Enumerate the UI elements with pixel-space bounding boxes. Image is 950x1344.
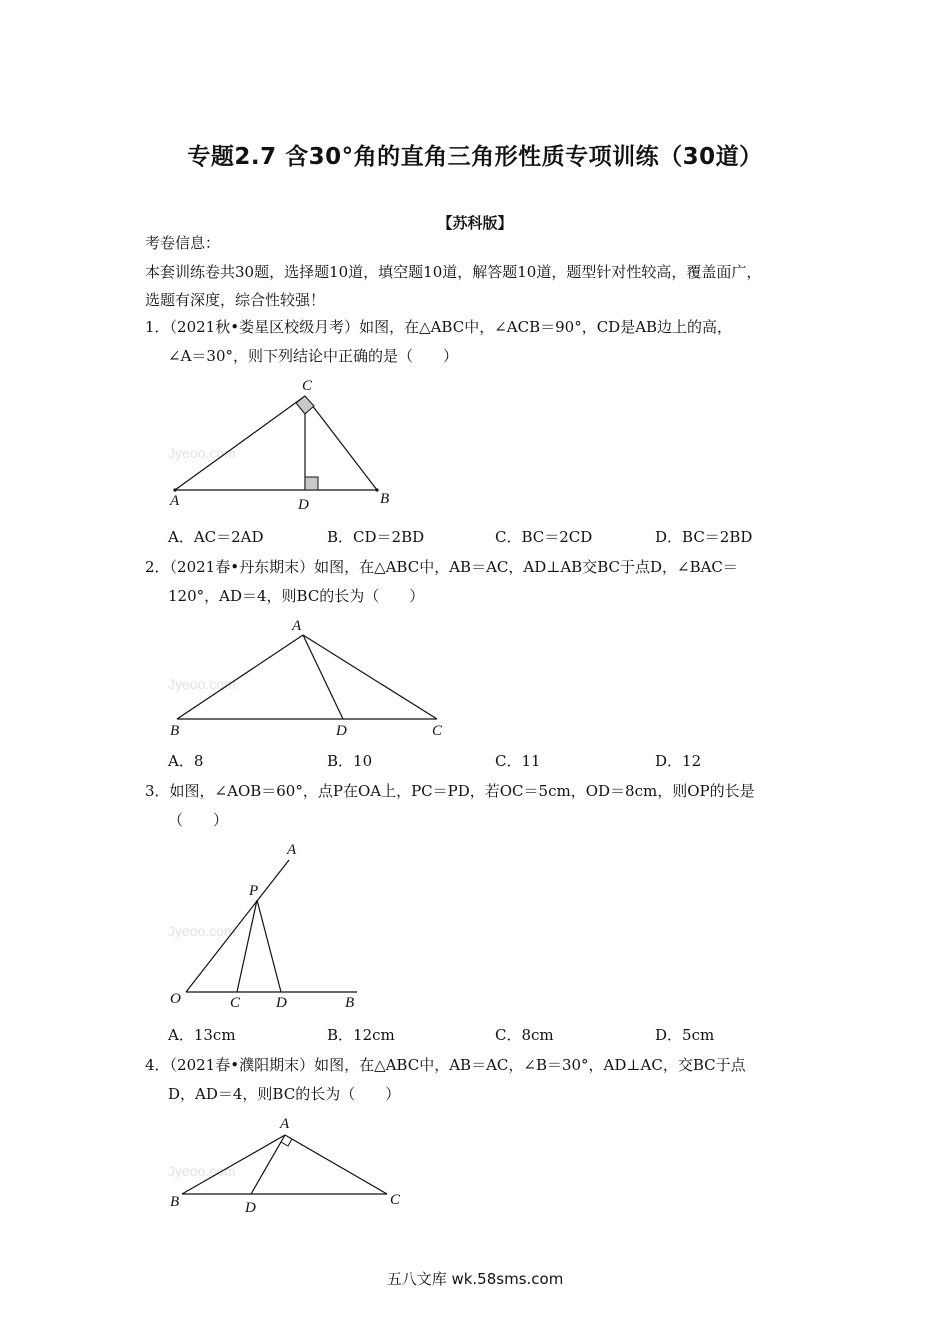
info-line-1: 本套训练卷共30题，选择题10道，填空题10道，解答题10道，题型针对性较高，覆盖面广，: [145, 263, 762, 281]
question-4-figure: [160, 1110, 420, 1220]
question-1-stem-line-2: ∠A＝30°，则下列结论中正确的是（ ）: [168, 347, 458, 365]
page-title: 专题2.7 含30°角的直角三角形性质专项训练（30道）: [187, 144, 763, 170]
question-3-stem-line-2: （ ）: [168, 811, 229, 829]
label-b: B: [170, 723, 180, 739]
question-3-figure: [160, 836, 380, 1016]
watermark: Jyeoo.com: [168, 923, 236, 939]
question-2-figure: [160, 613, 460, 741]
label-c: C: [302, 378, 313, 394]
info-heading: 考卷信息：: [145, 234, 221, 252]
label-a: A: [287, 842, 297, 858]
label-a: A: [170, 493, 180, 509]
label-c: C: [432, 723, 443, 739]
question-2-option-c[interactable]: C．11: [495, 752, 541, 770]
question-1-option-d[interactable]: D．BC＝2BD: [655, 528, 753, 546]
question-3-stem-line-1: 3．如图，∠AOB＝60°，点P在OA上，PC＝PD，若OC＝5cm，OD＝8cm，则OP的长是: [145, 782, 755, 800]
label-b: B: [345, 995, 355, 1011]
question-3-option-b[interactable]: B．12cm: [327, 1026, 395, 1044]
question-1-option-a[interactable]: A．AC＝2AD: [168, 528, 264, 546]
label-b: B: [170, 1194, 180, 1210]
label-o: O: [170, 991, 181, 1007]
question-1-option-c[interactable]: C．BC＝2CD: [495, 528, 593, 546]
question-3-option-d[interactable]: D．5cm: [655, 1026, 715, 1044]
question-2-option-a[interactable]: A．8: [168, 752, 204, 770]
watermark: Jyeoo.com: [168, 445, 236, 461]
label-d: D: [336, 723, 347, 739]
question-2-option-b[interactable]: B．10: [327, 752, 373, 770]
label-a: A: [280, 1116, 290, 1132]
label-d: D: [298, 497, 309, 513]
edition-label: 【苏科版】: [437, 214, 513, 232]
label-c: C: [230, 995, 241, 1011]
question-2-stem-line-1: 2．（2021春•丹东期末）如图，在△ABC中，AB＝AC，AD⊥AB交BC于点D，∠BAC＝: [145, 558, 738, 576]
question-1-option-b[interactable]: B．CD＝2BD: [327, 528, 425, 546]
label-d: D: [245, 1200, 256, 1216]
label-c: C: [390, 1192, 401, 1208]
footer-text: 五八文库 wk.58sms.com: [386, 1270, 564, 1288]
watermark: Jyeoo.com: [168, 1163, 236, 1179]
info-line-2: 选题有深度，综合性较强！: [145, 291, 326, 309]
question-4-stem-line-1: 4．（2021春•濮阳期末）如图，在△ABC中，AB＝AC，∠B＝30°，AD⊥AC，交BC于点: [145, 1056, 746, 1074]
question-2-option-d[interactable]: D．12: [655, 752, 702, 770]
watermark: Jyeoo.com: [168, 676, 236, 692]
label-p: P: [249, 883, 259, 899]
question-3-option-a[interactable]: A．13cm: [168, 1026, 236, 1044]
question-4-stem-line-2: D，AD＝4，则BC的长为（ ）: [168, 1085, 401, 1103]
question-1-stem-line-1: 1．（2021秋•娄星区校级月考）如图，在△ABC中，∠ACB＝90°，CD是AB边上的高，: [145, 318, 733, 336]
label-d: D: [276, 995, 287, 1011]
question-1-figure: [160, 372, 400, 514]
question-2-stem-line-2: 120°，AD＝4，则BC的长为（ ）: [168, 587, 425, 605]
label-b: B: [380, 491, 390, 507]
label-a: A: [292, 618, 302, 634]
question-3-option-c[interactable]: C．8cm: [495, 1026, 554, 1044]
